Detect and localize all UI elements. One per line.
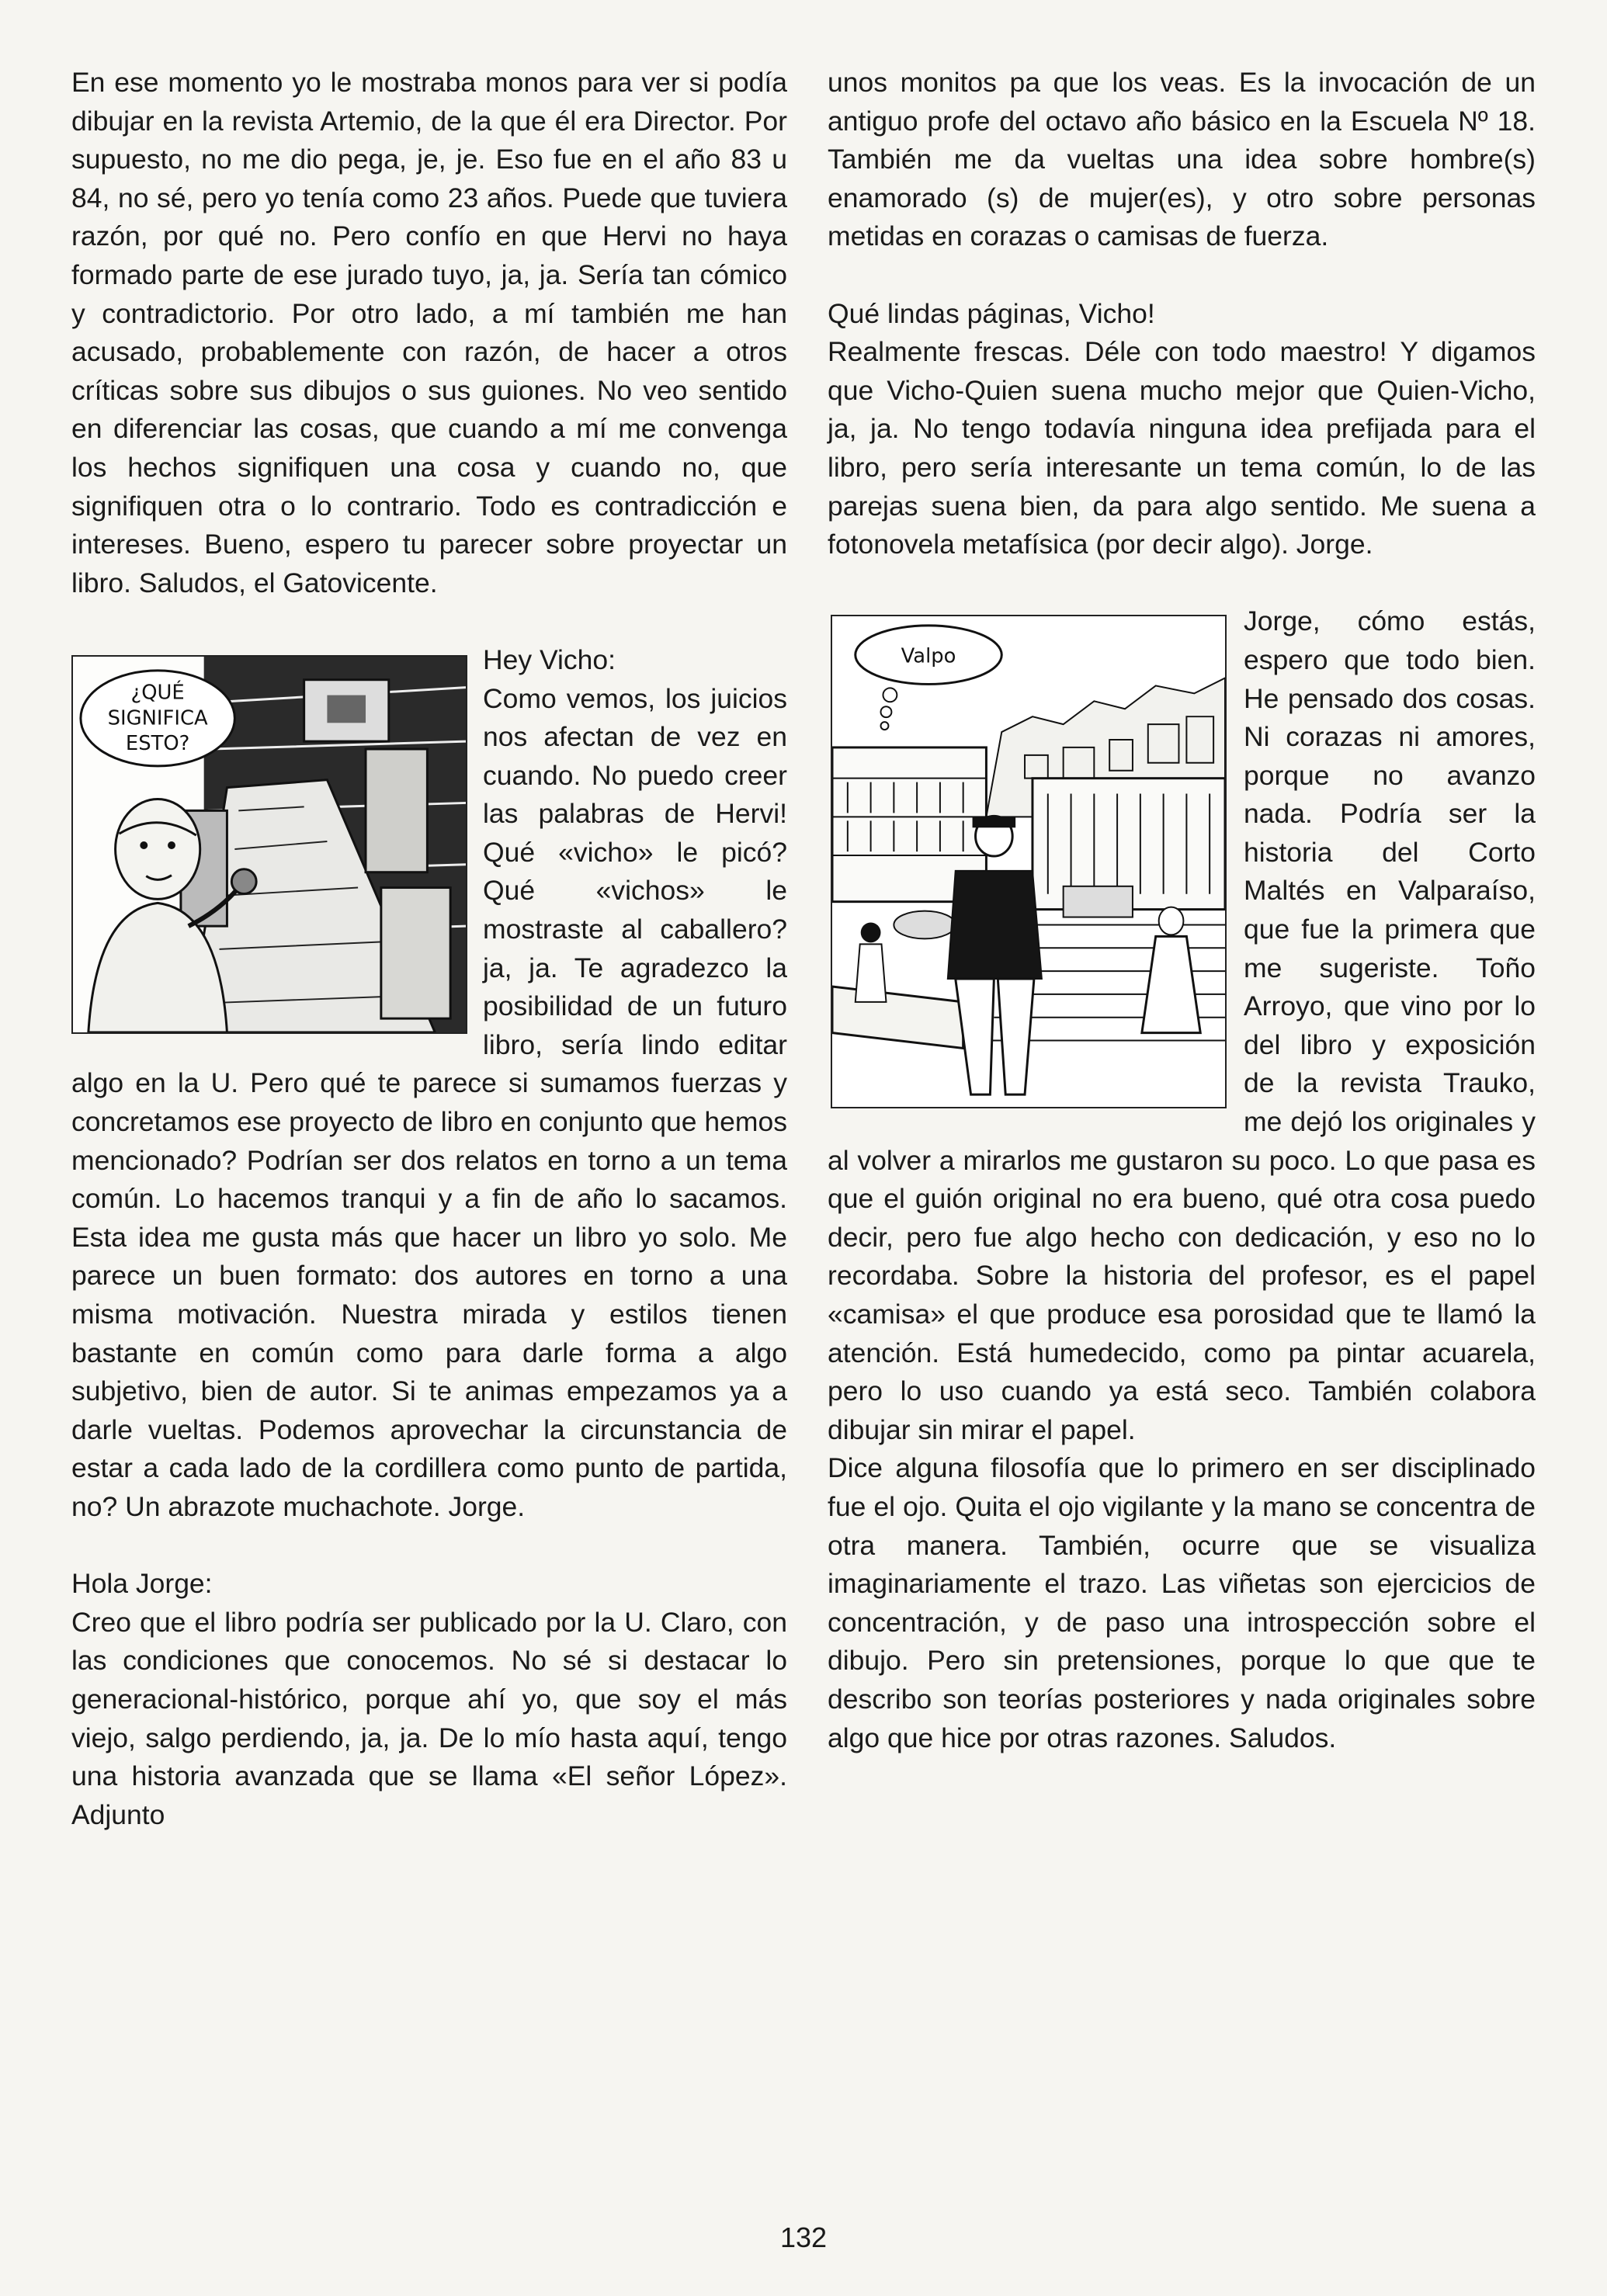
paragraph: Jorge, cómo estás, espero que todo bien. He pensado dos cosas. Ni corazas ni amores, porque no avanzo nada. Podría ser la historia del Corto Maltés en Valparaíso, que fue la primera que me sugeriste. Toño Arroyo, que vino por lo del libro y exposición de la revista Trauko, me dejó los originales y al volver a mirarlos me gustaron su poco. Lo que pasa es que el guión original no era bueno, qué otra cosa puedo decir, pero fue algo hecho con dedicación, y eso no lo recordaba. Sobre la historia del profesor, es el papel «camisa» el que produce esa porosidad que te llamó la atención. Está humedecido, como pa pintar acuarela, pero lo uso cuando ya está seco. También colabora dibujar sin mirar el papel. [828,605,1536,1445]
bubble-text-line2: SIGNIFICA [107,706,208,730]
paragraph: Realmente frescas. Déle con todo maestro! Y digamos que Vicho-Quien suena mucho mejor que Quien-Vicho, ja, ja. No tengo todavía ninguna idea prefijada para el libro, pero sería interesante un tema común, lo de las parejas suena bien, da para algo sentido. Me suena a fotonovela metafísica (por decir algo). Jorge. [828,336,1536,560]
paragraph: Como vemos, los juicios nos afectan de vez en cuando. No puedo creer las palabras de Hervi! Qué «vicho» le picó? Qué «vichos» le mostraste al caballero? ja, ja. Te agradezco la posibilidad de un futuro libro, sería lindo editar algo en la U. Pero qué te parece si sumamos fuerzas y concretamos ese proyecto de libro en conjunto que hemos mencionado? Podrían ser dos relatos en torno a un tema común. Lo hacemos tranqui y a fin de año lo sacamos. Esta idea me gusta más que hacer un libro yo solo. Me parece un buen formato: dos autores en torno a una misma motivación. Nuestra mirada y estilos tienen bastante en común como para darle forma a algo subjetivo, bien de autor. Si te animas empezamos ya a darle vueltas. Podemos aprovechar la circunstancia de estar a cada lado de la cordillera como punto de partida, no? Un abrazote muchachote. Jorge. [71,682,787,1522]
paragraph: Qué lindas páginas, Vicho! [828,297,1155,329]
paragraph: Creo que el libro podría ser publicado por la U. Claro, con las condiciones que conocemos. No sé si destacar lo generacional-histórico, porque ahí yo, que soy el más viejo, salgo perdiendo, ja, ja. De lo mío hasta aquí, tengo una historia avanzada que se llama «El señor López». Adjunto [71,1606,787,1830]
greeting: Hey Vicho: [483,643,616,675]
left-column [71,64,787,1834]
comic-illustration-valpo [831,615,1227,1108]
paragraph: Dice alguna filosofía que lo primero en ser disciplinado fue el ojo. Quita el ojo vigilante y la mano se concentra de otra manera. También, ocurre que se visualiza imaginariamente el trazo. Las viñetas son ejercicios de concentración, y de paso una introspección sobre el dibujo. Pero sin pretensiones, porque lo que que te describo son teorías posteriores y nada originales sobre algo que hice por otras razones. Saludos. [828,1452,1536,1753]
page-number: 132 [779,2221,828,2253]
paragraph: En ese momento yo le mostraba monos para ver si podía dibujar en la revista Artemio, de la que él era Director. Por supuesto, no me dio pega, je, je. Eso fue en el año 83 u 84, no sé, pero yo tenía como 23 años. Puede que tuviera razón, por qué no. Pero confío en que Hervi no haya formado parte de ese jurado tuyo, ja, ja. Sería tan cómico y contradictorio. Por otro lado, a mí también me han acusado, probablemente con razón, de hacer a otros críticas sobre sus dibujos o sus guiones. No veo sentido en diferenciar las cosas, que cuando a mí me convenga los hechos signifiquen una cosa y cuando no, que signifiquen otra o lo contrario. Todo es contradicción e intereses. Bueno, espero tu parecer sobre proyectar un libro. Saludos, el Gatovicente. [71,67,787,598]
right-column [828,64,1536,1757]
paragraph: unos monitos pa que los veas. Es la invocación de un antiguo profe del octavo año básico en la Escuela Nº 18. También me da vueltas una idea sobre hombre(s) enamorado (s) de mujer(es), y otro sobre personas metidas en corazas o camisas de fuerza. [828,67,1536,252]
bubble-text-line3: ESTO? [125,731,190,755]
comic-illustration-que-significa [71,655,467,1034]
thought-bubble-text: Valpo [901,644,956,668]
greeting: Hola Jorge: [71,1568,213,1600]
bubble-text-line1: ¿QUÉ [130,681,185,705]
